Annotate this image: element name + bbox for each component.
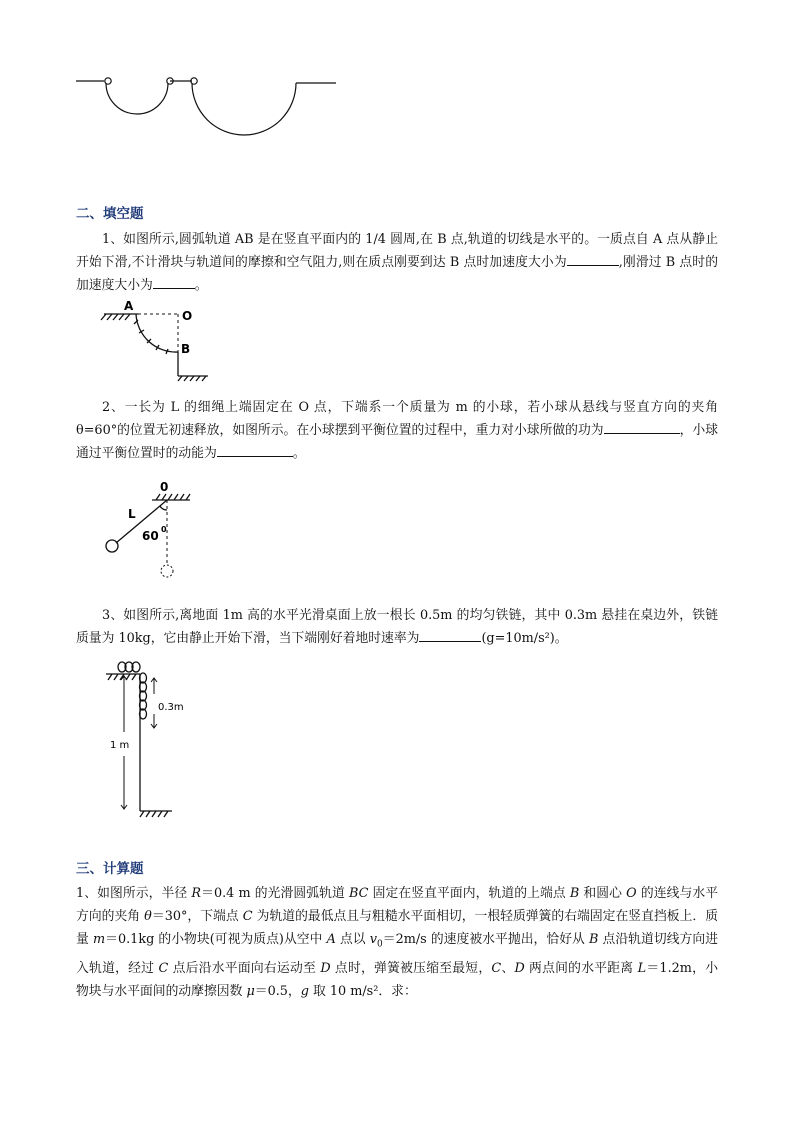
- q1-answer-blank-2[interactable]: [153, 274, 195, 289]
- q2-answer-blank-2[interactable]: [217, 442, 293, 457]
- cq1-seg: ＝0.4 m 的光滑圆弧轨道: [201, 886, 349, 901]
- calc-question-1-text: [76, 882, 718, 1003]
- q1-text-part1: 1、如图所示,圆弧轨道 AB 是在竖直平面内的 1/4 圆周,在 B 点,轨道的切线是水平的。一质点自 A 点从静止开始下滑,不计滑块与轨道间的摩擦和空气阻力,则在质点刚要到达 B 点时加速度大小为: [76, 232, 718, 270]
- quarter-circle-track-figure: [98, 296, 218, 382]
- cq1-seg: 的连线与水平方向的夹角: [76, 886, 718, 924]
- cq1-var-v: v: [369, 932, 377, 947]
- q1-text-part2: ,刚滑过 B 点时的加速度大小为: [76, 255, 718, 293]
- cq1-var-theta: θ: [144, 909, 152, 924]
- q3-text-part1: 3、如图所示,离地面 1m 高的水平光滑桌面上放一根长 0.5m 的均匀铁链，其中 0.3m 悬挂在桌边外，铁链质量为 10kg，它由静止开始下滑，当下端刚好着地时速率为: [76, 608, 718, 646]
- cq1-var-g: g: [300, 983, 309, 999]
- cq1-var-m: m: [92, 932, 106, 947]
- label-pivot-o: 0: [160, 480, 169, 494]
- cq1-var-b: B: [569, 886, 580, 901]
- q1-text-part3: 。: [194, 278, 208, 293]
- cq1-seg: 点时，弹簧被压缩至最短，: [330, 960, 492, 976]
- cq1-seg: ＝30°，下端点: [151, 909, 243, 924]
- cq1-var-c: C: [158, 960, 169, 976]
- cq1-var-r: R: [191, 886, 201, 901]
- cq1-subscript: 0: [376, 939, 383, 950]
- cq1-seg: 点沿轨道切线方向进入轨道，经过: [76, 932, 719, 976]
- q1-answer-blank-1[interactable]: [567, 251, 619, 266]
- question-3-text: [76, 604, 718, 650]
- cq1-seg: 点后沿水平面向右运动至: [168, 960, 321, 976]
- cq1-var-l: L: [637, 960, 647, 976]
- cq1-seg: 、: [501, 960, 515, 976]
- cq1-var-b: B: [589, 932, 599, 947]
- question-1-text: [76, 228, 718, 297]
- label-point-b: B: [181, 342, 191, 356]
- cq1-var-a: A: [326, 932, 336, 947]
- label-point-a: A: [124, 299, 134, 313]
- section-title-calculation: 三、计算题: [76, 861, 144, 877]
- q2-answer-blank-1[interactable]: [604, 419, 680, 434]
- cq1-seg: 1、如图所示，半径: [76, 886, 192, 901]
- cq1-seg: ＝2m/s 的速度被水平抛出，恰好从: [382, 932, 589, 947]
- label-angle-60: 60: [142, 529, 159, 543]
- q2-text-part2: ，小球通过平衡位置时的动能为: [76, 423, 719, 461]
- cq1-seg: ＝0.1kg 的小物块(可视为质点)从空中: [105, 932, 327, 947]
- label-center-o: O: [182, 309, 193, 323]
- cq1-var-bc: BC: [349, 886, 369, 901]
- label-hanging-length: 0.3m: [158, 702, 184, 713]
- cq1-var-mu: μ: [246, 983, 255, 999]
- cq1-var-c: C: [491, 960, 502, 976]
- section-title-fill-blank: 二、填空题: [76, 206, 144, 222]
- cq1-seg: 取 10 m/s²．求：: [308, 983, 417, 999]
- q3-answer-blank-1[interactable]: [419, 627, 481, 642]
- cq1-seg: 点以: [335, 932, 370, 947]
- cq1-seg: ＝0.5，: [254, 983, 301, 999]
- chain-table-figure: [100, 656, 210, 822]
- q2-text-part3: 。: [292, 446, 306, 461]
- cq1-seg: 和圆心: [579, 886, 627, 901]
- cq1-seg: 两点间的水平距离: [524, 960, 638, 976]
- q3-text-part2: (g=10m/s²)。: [481, 631, 568, 646]
- cq1-var-o: O: [626, 886, 637, 901]
- cq1-seg: 固定在竖直平面内，轨道的上端点: [368, 886, 570, 901]
- cq1-seg: ＝1.2m，小物块与水平面间的动摩擦因数: [76, 960, 718, 999]
- track-diagram-top: [70, 70, 350, 140]
- cq1-var-d: D: [320, 960, 331, 976]
- label-table-height: 1 m: [110, 740, 130, 751]
- label-degree-mark: 0: [161, 525, 167, 534]
- pendulum-figure: [96, 476, 206, 580]
- cq1-var-c: C: [242, 909, 253, 924]
- cq1-var-d: D: [514, 960, 525, 976]
- q2-text-part1: 2、一长为 L 的细绳上端固定在 O 点，下端系一个质量为 m 的小球，若小球从悬线与竖直方向的夹角 θ=60°的位置无初速释放，如图所示。在小球摆到平衡位置的过程中，重力对小球所做的功为: [76, 400, 718, 438]
- cq1-seg: 为轨道的最低点且与粗糙水平面相切，一根轻质弹簧的右端固定在竖直挡板上．质量: [76, 909, 718, 947]
- question-2-text: [76, 396, 718, 465]
- label-length-l: L: [128, 507, 136, 521]
